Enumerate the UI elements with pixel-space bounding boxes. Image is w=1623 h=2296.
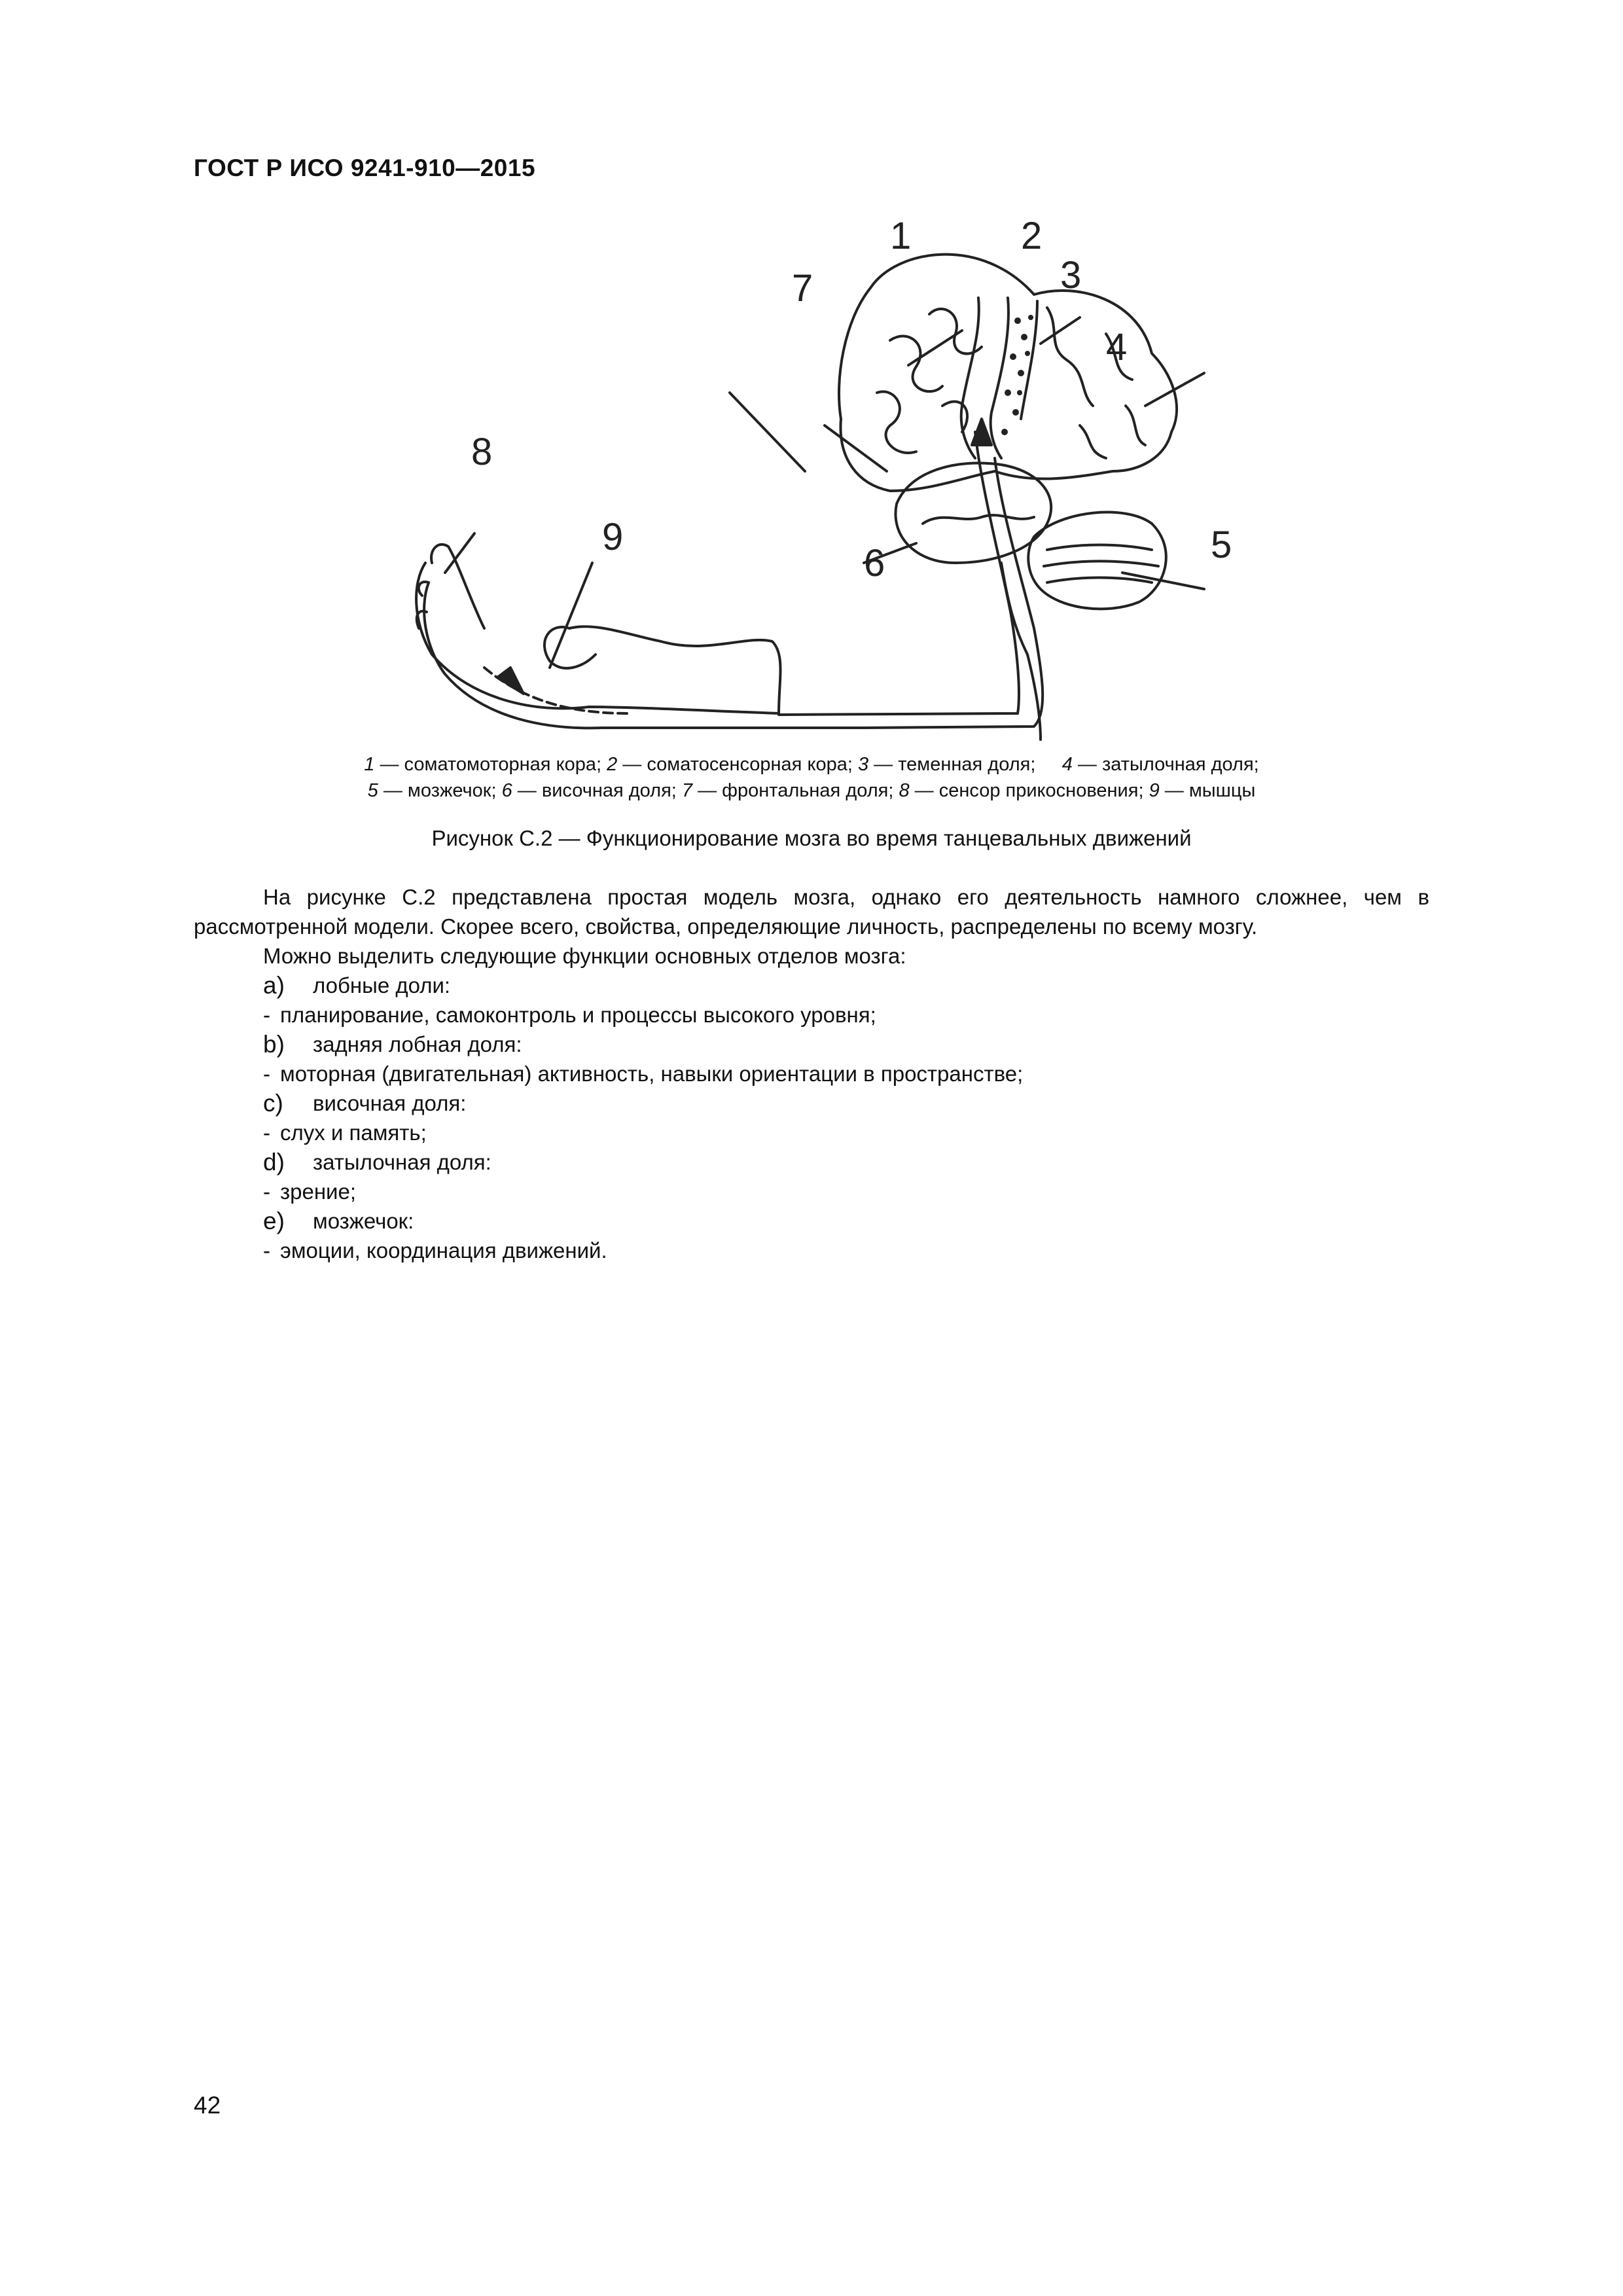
- cerebrum-outline: [839, 255, 1177, 491]
- figure-label-2: 2: [1021, 215, 1043, 257]
- list-marker: a): [263, 972, 285, 999]
- figure-label-4: 4: [1106, 326, 1128, 368]
- list-detail-c: [194, 1118, 1429, 1147]
- list-item-b: [194, 1030, 1429, 1059]
- list-detail-e: [194, 1236, 1429, 1265]
- list-marker: d): [263, 1149, 285, 1175]
- legend-line-1: [194, 751, 1429, 778]
- list-detail-d: [194, 1177, 1429, 1206]
- detail-text: моторная (двигательная) активность, навыки ориентации в пространстве;: [280, 1062, 1024, 1086]
- list-label: мозжечок:: [313, 1209, 414, 1233]
- brain-figure: [353, 196, 1374, 759]
- list-label: задняя лобная доля:: [313, 1032, 522, 1056]
- list-label: затылочная доля:: [313, 1150, 491, 1174]
- legend-line-2: [194, 778, 1429, 804]
- dash-marker: -: [263, 1179, 270, 1204]
- legend-text: — сенсор прикосновения;: [909, 780, 1149, 801]
- legend-text: — височная доля;: [512, 780, 682, 801]
- legend-number: 6: [501, 780, 512, 801]
- legend-text: — затылочная доля;: [1072, 754, 1259, 775]
- list-marker: e): [263, 1208, 285, 1234]
- legend-number: 3: [857, 754, 869, 775]
- legend-text: — мышцы: [1159, 780, 1256, 801]
- detail-text: эмоции, координация движений.: [280, 1238, 607, 1263]
- legend-number: 1: [364, 754, 375, 775]
- document-header: ГОСТ Р ИСО 9241-910—2015: [194, 154, 536, 181]
- body-text: [194, 882, 1429, 1265]
- dash-marker: -: [263, 1062, 270, 1086]
- figure-label-3: 3: [1060, 254, 1082, 296]
- list-detail-b: [194, 1059, 1429, 1088]
- arm-outline: [416, 563, 779, 713]
- figure-label-9: 9: [602, 516, 624, 558]
- legend-number: 7: [681, 780, 693, 801]
- figure-caption: Рисунок С.2 — Функционирование мозга во время танцевальных движений: [431, 826, 1192, 850]
- page-number: 42: [194, 2092, 221, 2119]
- list-item-d: [194, 1147, 1429, 1177]
- figure-label-7: 7: [792, 267, 813, 310]
- figure-label-5: 5: [1211, 524, 1232, 566]
- legend-text: — теменная доля;: [868, 754, 1062, 775]
- list-item-a: [194, 971, 1429, 1000]
- figure-label-1: 1: [890, 215, 912, 257]
- dash-marker: -: [263, 1003, 270, 1027]
- legend-text: — соматосенсорная кора;: [617, 754, 858, 775]
- list-detail-a: [194, 1000, 1429, 1030]
- dash-marker: -: [263, 1121, 270, 1145]
- detail-text: планирование, самоконтроль и процессы высокого уровня;: [280, 1003, 876, 1027]
- dash-marker: -: [263, 1238, 270, 1263]
- figure-label-8: 8: [471, 431, 493, 473]
- legend-number: 9: [1149, 780, 1160, 801]
- legend-number: 8: [899, 780, 910, 801]
- legend-text: — мозжечок;: [378, 780, 502, 801]
- list-item-e: [194, 1206, 1429, 1236]
- list-label: лобные доли:: [313, 973, 451, 997]
- paragraph-1: На рисунке С.2 представлена простая модель мозга, однако его деятельность намного сложнее, чем в рассмотренной модели. Скорее всего, свойства, определяющие личность, распределены по всему мозгу.: [194, 885, 1429, 939]
- brain-diagram: [353, 196, 1374, 759]
- legend-text: — соматомоторная кора;: [374, 754, 607, 775]
- figure-label-6: 6: [864, 542, 885, 584]
- list-marker: c): [263, 1090, 283, 1117]
- paragraph-2: Можно выделить следующие функции основных отделов мозга:: [263, 944, 906, 968]
- detail-text: зрение;: [280, 1179, 357, 1204]
- list-item-c: [194, 1088, 1429, 1118]
- detail-text: слух и память;: [280, 1121, 427, 1145]
- legend-number: 5: [367, 780, 378, 801]
- list-label: височная доля:: [313, 1091, 467, 1115]
- list-marker: b): [263, 1031, 285, 1058]
- legend-number: 4: [1061, 754, 1073, 775]
- legend-number: 2: [607, 754, 618, 775]
- figure-legend: [194, 751, 1429, 804]
- legend-text: — фронтальная доля;: [692, 780, 899, 801]
